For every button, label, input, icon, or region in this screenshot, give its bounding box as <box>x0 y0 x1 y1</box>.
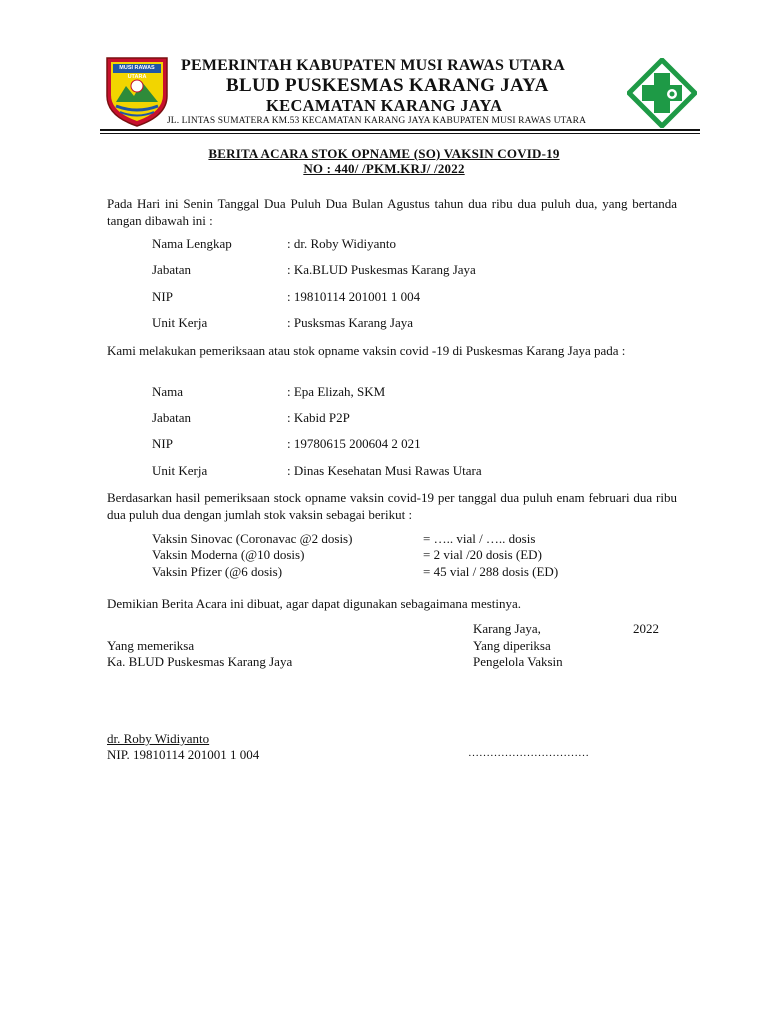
result-paragraph: Berdasarkan hasil pemeriksaan stock opname vaksin covid-19 per tanggal dua puluh enam februari dua ribu dua puluh dua dengan jumlah stok vaksin sebagai berikut : <box>107 490 677 522</box>
field-value: : 19780615 200604 2 021 <box>287 436 421 451</box>
signature-place: Karang Jaya, <box>473 621 541 636</box>
field-value: : Dinas Kesehatan Musi Rawas Utara <box>287 463 482 478</box>
letterhead-rule-thin <box>100 133 700 134</box>
field-value: : Kabid P2P <box>287 410 350 425</box>
field-label: Unit Kerja <box>152 463 208 478</box>
header-address: JL. LINTAS SUMATERA KM.53 KECAMATAN KARANG JAYA KABUPATEN MUSI RAWAS UTARA <box>167 116 587 126</box>
closing-paragraph: Demikian Berita Acara ini dibuat, agar dapat digunakan sebagaimana mestinya. <box>107 596 522 611</box>
vaccine-name: Vaksin Moderna (@10 dosis) <box>152 547 305 562</box>
field-label: NIP <box>152 289 173 304</box>
examiner-position: Ka. BLUD Puskesmas Karang Jaya <box>107 654 293 669</box>
header-line-1: PEMERINTAH KABUPATEN MUSI RAWAS UTARA <box>181 57 566 74</box>
header-line-2: BLUD PUSKESMAS KARANG JAYA <box>226 75 549 96</box>
signature-year: 2022 <box>633 621 659 636</box>
field-label: Unit Kerja <box>152 315 208 330</box>
vaccine-amount: = 45 vial / 288 dosis (ED) <box>423 564 559 579</box>
vaccine-amount: = ….. vial / ….. dosis <box>423 531 536 546</box>
emblem-label: MUSI RAWAS UTARA <box>119 65 155 80</box>
vaccine-amount: = 2 vial /20 dosis (ED) <box>423 547 542 562</box>
vaccine-name: Vaksin Sinovac (Coronavac @2 dosis) <box>152 531 353 546</box>
field-label: NIP <box>152 436 173 451</box>
examinee-role: Yang diperiksa <box>473 638 551 653</box>
examinee-position: Pengelola Vaksin <box>473 654 563 669</box>
field-label: Nama Lengkap <box>152 236 232 251</box>
field-label: Jabatan <box>152 410 191 425</box>
regency-emblem-icon <box>104 56 170 133</box>
field-value: : Ka.BLUD Puskesmas Karang Jaya <box>287 262 476 277</box>
field-label: Nama <box>152 384 184 399</box>
field-label: Jabatan <box>152 262 191 277</box>
header-line-3: KECAMATAN KARANG JAYA <box>266 96 503 115</box>
puskesmas-cross-logo-icon <box>627 58 697 133</box>
field-value: : Pusksmas Karang Jaya <box>287 315 414 330</box>
field-value: : 19810114 201001 1 004 <box>287 289 421 304</box>
examinee-signature-line: …………………………… <box>468 747 589 759</box>
middle-paragraph: Kami melakukan pemeriksaan atau stok opname vaksin covid -19 di Puskesmas Karang Jaya pada : <box>107 343 626 358</box>
document-number: NO : 440/ /PKM.KRJ/ /2022 <box>303 161 465 176</box>
field-value: : Epa Elizah, SKM <box>287 384 386 399</box>
document-title: BERITA ACARA STOK OPNAME (SO) VAKSIN COVID-19 <box>208 146 560 161</box>
examiner-nip: NIP. 19810114 201001 1 004 <box>107 747 260 762</box>
intro-paragraph: Pada Hari ini Senin Tanggal Dua Puluh Dua Bulan Agustus tahun dua ribu dua puluh dua, yang bertanda tangan dibawah ini : <box>107 196 677 228</box>
field-value: : dr. Roby Widiyanto <box>287 236 397 251</box>
examiner-role: Yang memeriksa <box>107 638 195 653</box>
examiner-name: dr. Roby Widiyanto <box>107 731 210 746</box>
vaccine-name: Vaksin Pfizer (@6 dosis) <box>152 564 283 579</box>
letterhead-rule-thick <box>100 129 700 131</box>
